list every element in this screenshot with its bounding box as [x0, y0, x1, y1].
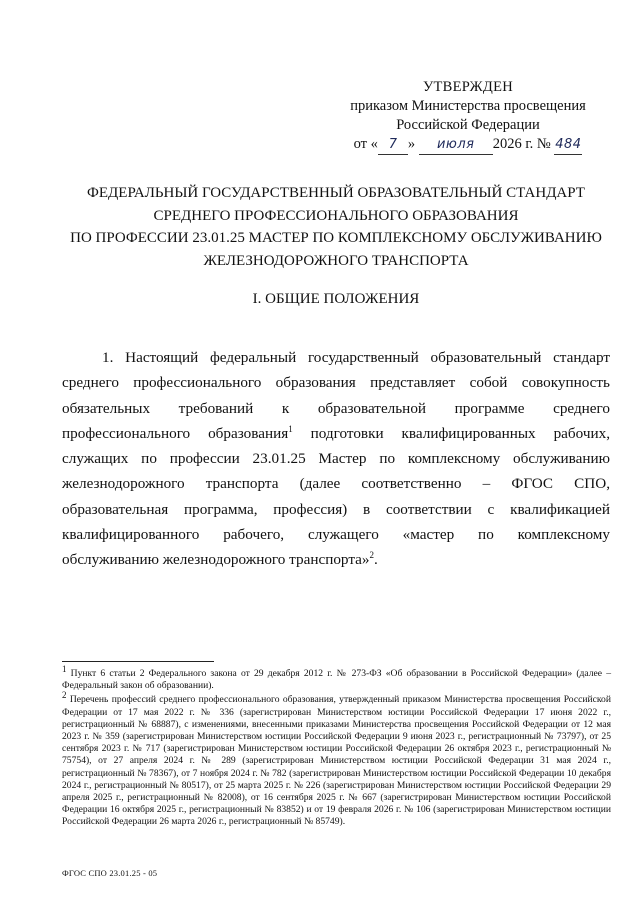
footnote-marker: 2 [62, 690, 67, 701]
footnote-1 [62, 663, 611, 692]
paragraph-1 [62, 345, 610, 573]
day-suffix: » [407, 136, 416, 152]
approval-line-1: приказом Министерства просвещения [350, 98, 586, 114]
paragraph-1-text-b: подготовки квалифицированных рабочих, служащих по профессии 23.01.25 Мастер по комплексному обслуживанию железнодорожного транспорта (далее соответственно – ФГОС СПО, образовательная программа, профессия) в соответствии с квалификацией квалифицированного рабочего, служащего «мастер по комплексному обслуживанию железнодорожного транспорта» [62, 424, 610, 569]
title-line: СРЕДНЕГО ПРОФЕССИОНАЛЬНОГО ОБРАЗОВАНИЯ [153, 207, 519, 224]
handwritten-day: 7 [378, 135, 408, 155]
footnote-divider [62, 661, 214, 662]
title-line: ЖЕЛЕЗНОДОРОЖНОГО ТРАНСПОРТА [203, 252, 469, 269]
title-line: ФЕДЕРАЛЬНЫЙ ГОСУДАРСТВЕННЫЙ ОБРАЗОВАТЕЛЬНЫЙ СТАНДАРТ [87, 185, 585, 201]
paragraph-1-text-c: . [373, 551, 378, 569]
footnote-2 [62, 690, 611, 828]
paragraph-1-text-a: 1. Настоящий федеральный государственный образовательный стандарт среднего профессионального образования представляет собой совокупность обязательных требований к образовательной программе среднего профессионального образования [62, 349, 610, 442]
handwritten-order-number: 484 [554, 135, 582, 155]
footnote-ref-1: 1 [288, 423, 293, 434]
document-title [56, 182, 616, 272]
footnotes [62, 663, 611, 831]
approval-line-2: Российской Федерации [396, 117, 540, 133]
handwritten-month: июля [419, 135, 493, 155]
section-heading: I. ОБЩИЕ ПОЛОЖЕНИЯ [252, 291, 420, 307]
footnote-text: Пункт 6 статьи 2 Федерального закона от 29 декабря 2012 г. № 273-ФЗ «Об образовании в Российской Федерации» (далее – Федеральный закон об образовании). [62, 668, 611, 692]
footnote-ref-2: 2 [369, 550, 374, 561]
date-prefix: от « [353, 136, 378, 152]
title-line: ПО ПРОФЕССИИ 23.01.25 МАСТЕР ПО КОМПЛЕКСНОМУ ОБСЛУЖИВАНИЮ [70, 230, 602, 246]
footnote-text: Перечень профессий среднего профессионального образования, утвержденный приказом Министерства просвещения Российской Федерации от 17 мая 2022 г. № 336 (зарегистрирован Министерством юстиции Российской Федерации 17 июня 2022 г., регистрационный № 68887), с изменениями, внесенными приказами Министерства просвещения Российской Федерации от 12 мая 2023 г. № 359 (зарегистрирован Министерством юстиции Российской Федерации 9 июня 2023 г., регистрационный № 73797), от 25 сентября 2023 г. № 717 (зарегистрирован Министерством юстиции Российской Федерации 26 октября 2023 г., регистрационный № 75754), от 27 апреля 2024 г. № 289 (зарегистрирован Министерством юстиции Российской Федерации 31 мая 2024 г., регистрационный № 78367), от 7 ноября 2024 г. № 782 (зарегистрирован Министерством юстиции Российской Федерации 10 декабря 2024 г., регистрационный № 80517), от 25 марта 2025 г. № 226 (зарегистрирован Министерством юстиции Российской Федерации 29 апреля 2025 г., регистрационный № 82008), от 16 сентября 2025 г. № 667 (зарегистрирован Министерством юстиции Российской Федерации 16 октября 2025 г., регистрационный № 83852) и от 19 февраля 2026 г. № 106 (зарегистрирован Министерством юстиции Российской Федерации 26 марта 2026 г., регистрационный № 85749). [62, 694, 611, 828]
approval-block [338, 78, 598, 155]
year-text: 2026 г. № [492, 136, 551, 152]
footnote-marker: 1 [62, 663, 67, 674]
page-footer: ФГОС СПО 23.01.25 - 05 [62, 868, 158, 878]
approval-date-line [338, 135, 598, 155]
approval-title: УТВЕРЖДЕН [422, 79, 514, 95]
